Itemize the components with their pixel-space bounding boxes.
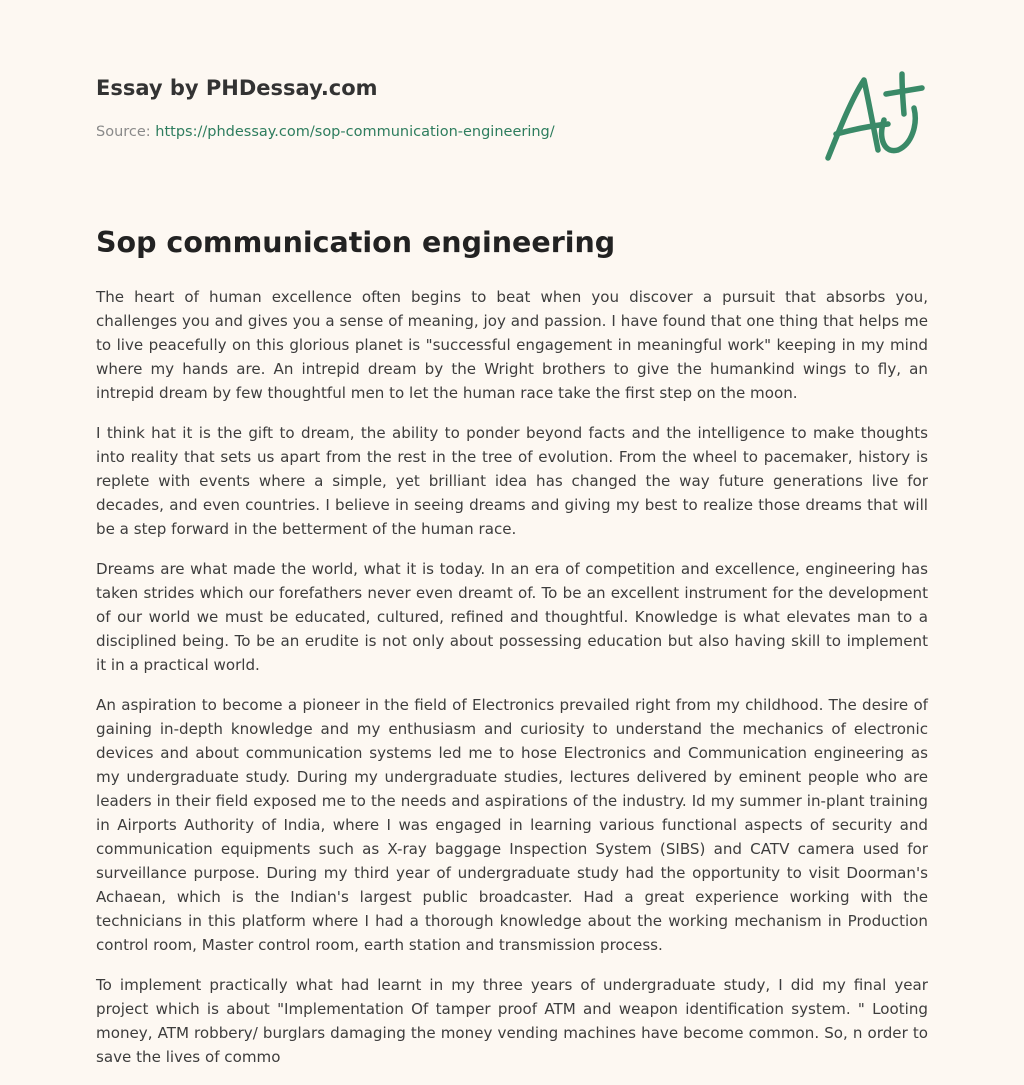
essay-paragraph: I think hat it is the gift to dream, the ability to ponder beyond facts and the intelligence to make thoughts into reality that sets us apart from the rest in the tree of evolution. From the wheel to pacemaker, history is replete with events where a simple, yet brilliant idea has changed the way future generations live for decades, and even countries. I believe in seeing dreams and giving my best to realize those dreams that will be a step forward in the betterment of the human race.	[96, 424, 928, 538]
essay-paragraph: An aspiration to become a pioneer in the field of Electronics prevailed right from my childhood. The desire of gaining in-depth knowledge and my enthusiasm and curiosity to understand the mechanics of electronic devices and about communication systems led me to hose Electronics and Communication engineering as my undergraduate study. During my undergraduate studies, lectures delivered by eminent people who are leaders in their field exposed me to the needs and aspirations of the industry. Id my summer in-plant training in Airports Authority of India, where I was engaged in learning various functional aspects of security and communication equipments such as X-ray baggage Inspection System (SIBS) and CATV camera used for surveillance purpose. During my third year of undergraduate study had the opportunity to visit Doorman's Achaean, which is the Indian's largest public broadcaster. Had a great experience working with the technicians in this platform where I had a thorough knowledge about the working mechanism in Production control room, Master control room, earth station and transmission process.	[96, 696, 928, 954]
source-label: Source:	[96, 124, 151, 140]
site-brand: Essay by PHDessay.com	[96, 76, 378, 100]
essay-paragraph: To implement practically what had learnt in my three years of undergraduate study, I did my final year project which is about "Implementation Of tamper proof ATM and weapon identification system. " Looting money, ATM robbery/ burglars damaging the money vending machines have become common. So, n order to save the lives of commo	[96, 976, 928, 1066]
essay-paragraph: Dreams are what made the world, what it is today. In an era of competition and excellence, engineering has taken strides which our forefathers never even dreamt of. To be an excellent instrument for the development of our world we must be educated, cultured, refined and thoughtful. Knowledge is what elevates man to a disciplined being. To be an erudite is not only about possessing education but also having skill to implement it in a practical world.	[96, 560, 928, 674]
a-plus-grade-icon	[818, 68, 930, 166]
source-line	[96, 124, 555, 140]
essay-paragraph: The heart of human excellence often begins to beat when you discover a pursuit that absorbs you, challenges you and gives you a sense of meaning, joy and passion. I have found that one thing that helps me to live peacefully on this glorious planet is "successful engagement in meaningful work" keeping in my mind where my hands are. An intrepid dream by the Wright brothers to give the humankind wings to fly, an intrepid dream by few thoughtful men to let the human race take the first step on the moon.	[96, 288, 928, 402]
essay-title: Sop communication engineering	[96, 226, 616, 259]
essay-body	[96, 285, 928, 1085]
source-link[interactable]: https://phdessay.com/sop-communication-engineering/	[155, 124, 555, 140]
